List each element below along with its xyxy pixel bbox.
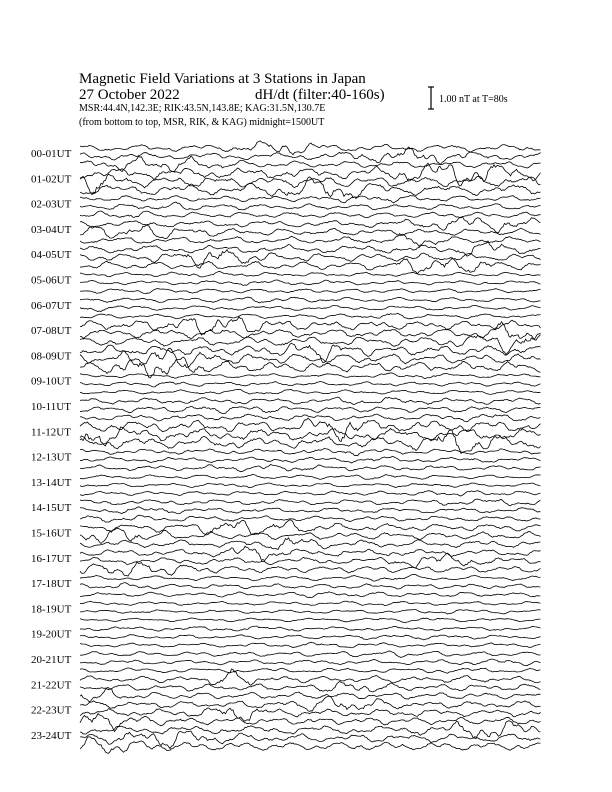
trace-kag <box>80 448 541 455</box>
trace-msr <box>80 714 541 732</box>
trace-msr <box>80 465 541 472</box>
station-order-note: (from bottom to top, MSR, RIK, & KAG) midnight=1500UT <box>79 117 325 128</box>
trace-msr <box>80 642 541 648</box>
hour-label: 15-16UT <box>31 527 72 540</box>
trace-kag <box>80 195 541 202</box>
hour-label: 11-12UT <box>31 426 71 439</box>
hour-label: 19-20UT <box>31 628 72 641</box>
trace-kag <box>80 626 541 631</box>
trace-kag <box>80 317 541 335</box>
hour-label: 00-01UT <box>31 148 72 160</box>
hour-label: 01-02UT <box>31 173 72 186</box>
trace-msr <box>80 313 541 319</box>
hour-label: 10-11UT <box>31 401 71 413</box>
trace-msr <box>80 259 541 274</box>
trace-rik <box>80 382 541 387</box>
trace-msr <box>80 538 541 550</box>
hour-label: 05-06UT <box>31 274 72 287</box>
trace-msr <box>80 562 541 576</box>
chart-filter: dH/dt (filter:40-160s) <box>255 87 385 103</box>
trace-kag <box>80 601 541 605</box>
hour-label: 07-08UT <box>31 325 72 338</box>
hour-label: 03-04UT <box>31 223 72 236</box>
trace-msr <box>80 515 541 522</box>
trace-rik <box>80 407 541 414</box>
trace-kag <box>80 696 541 711</box>
trace-rik <box>80 659 541 666</box>
trace-kag <box>80 546 541 560</box>
hour-label: 08-09UT <box>31 350 72 363</box>
trace-rik <box>80 507 541 514</box>
trace-msr <box>80 389 541 394</box>
hour-label: 02-03UT <box>31 198 72 211</box>
trace-rik <box>80 583 541 589</box>
chart-date: 27 October 2022 <box>79 87 180 103</box>
trace-msr <box>80 289 541 294</box>
chart-title: Magnetic Field Variations at 3 Stations in Japan <box>79 71 366 87</box>
trace-kag <box>80 574 541 581</box>
hour-label: 21-22UT <box>31 679 72 692</box>
trace-rik <box>80 553 541 568</box>
trace-msr <box>80 177 541 199</box>
scale-bar-label: 1.00 nT at T=80s <box>439 94 508 105</box>
hour-label: 23-24UT <box>31 729 72 742</box>
trace-rik <box>80 280 541 285</box>
hour-label: 12-13UT <box>31 451 72 464</box>
hour-label: 14-15UT <box>31 502 72 515</box>
trace-msr <box>80 234 541 247</box>
trace-kag <box>80 474 541 479</box>
hour-label: 06-07UT <box>31 299 72 312</box>
scale-bar <box>428 87 434 109</box>
trace-kag <box>80 499 541 506</box>
hour-label: 22-23UT <box>31 704 72 717</box>
trace-rik <box>80 250 541 268</box>
trace-kag <box>80 651 541 658</box>
trace-msr <box>80 333 541 354</box>
station-coordinates: MSR:44.4N,142.3E; RIK:43.5N,143.8E; KAG:31.5N,130.7E <box>79 103 326 114</box>
hour-label: 16-17UT <box>31 552 72 565</box>
trace-msr <box>80 211 541 218</box>
trace-kag <box>80 343 541 363</box>
trace-rik <box>80 202 541 210</box>
trace-rik <box>80 147 541 165</box>
trace-kag <box>80 418 541 442</box>
trace-msr <box>80 592 541 598</box>
trace-rik <box>80 457 541 463</box>
trace-msr <box>80 618 541 623</box>
trace-kag <box>80 297 541 303</box>
trace-rik <box>80 305 541 311</box>
hour-label: 17-18UT <box>31 578 72 591</box>
trace-msr <box>80 668 541 673</box>
trace-rik <box>80 681 541 692</box>
hour-label: 20-21UT <box>31 654 72 666</box>
trace-rik <box>80 225 541 239</box>
hour-label: 13-14UT <box>31 476 72 489</box>
trace-kag <box>80 241 541 256</box>
hour-label: 04-05UT <box>31 249 72 262</box>
trace-msr <box>80 491 541 496</box>
hour-label: 18-19UT <box>31 603 72 616</box>
trace-rik <box>80 609 541 614</box>
trace-rik <box>80 635 541 640</box>
trace-kag <box>80 721 541 739</box>
trace-msr <box>80 688 541 702</box>
trace-rik <box>80 483 541 488</box>
trace-kag <box>80 397 541 404</box>
hour-label: 09-10UT <box>31 375 72 388</box>
